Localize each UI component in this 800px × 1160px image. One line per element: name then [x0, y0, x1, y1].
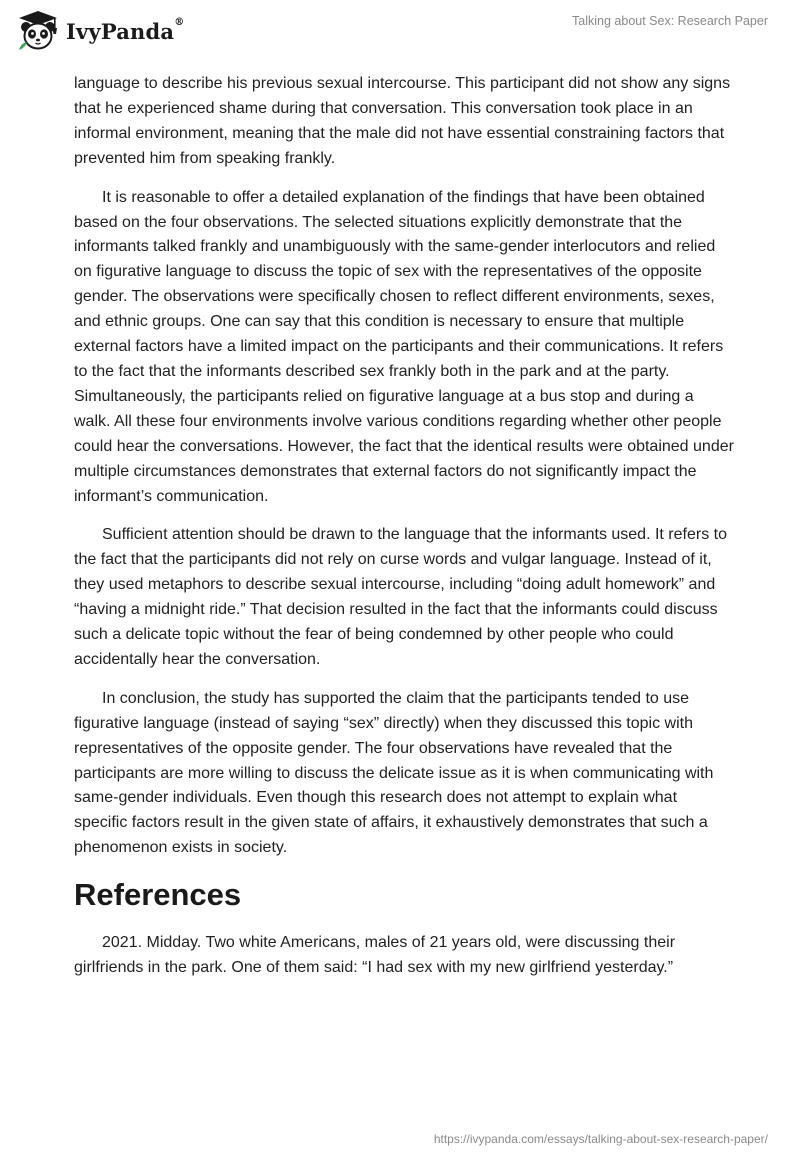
- paragraph-findings: It is reasonable to offer a detailed explanation of the findings that have been obtained based on the four observations. The selected situations explicitly demonstrate that the informants talked frankly and unambiguously with the same-gender interlocutors and relied on figurative language to discuss the topic of sex with the representatives of the opposite gender. The observations were specifically chosen to reflect different environments, sexes, and ethnic groups. One can say that this condition is necessary to ensure that multiple external factors have a limited impact on the participants and their communications. It refers to the fact that the informants described sex frankly both in the park and at the party. Simultaneously, the participants relied on figurative language at a bus stop and during a walk. All these four environments involve various conditions regarding whether other people could hear the conversations. However, the fact that the identical results were obtained under multiple circumstances demonstrates that external factors do not significantly impact the informant’s communication.: [74, 188, 734, 505]
- references-heading: References: [74, 877, 242, 913]
- essay-body: [74, 72, 734, 995]
- reference-item: 2021. Midday. Two white Americans, males of 21 years old, were discussing their girlfriends in the park. One of them said: “I had sex with my new girlfriend yesterday.”: [74, 934, 676, 977]
- logo-wordmark: IvyPanda®: [66, 16, 185, 44]
- document-title: Talking about Sex: Research Paper: [572, 14, 768, 28]
- footer-url[interactable]: https://ivypanda.com/essays/talking-about-sex-research-paper/: [433, 1132, 768, 1146]
- paragraph-language: Sufficient attention should be drawn to the language that the informants used. It refers to the fact that the participants did not rely on curse words and vulgar language. Instead of it, they used metaphors to describe sexual intercourse, including “doing adult homework” and “having a midnight ride.” That decision resulted in the fact that the informants could discuss such a delicate topic without the fear of being condemned by other people who could accidentally hear the conversation.: [74, 526, 727, 668]
- page-header: [0, 0, 800, 70]
- panda-graduate-icon: [16, 10, 60, 52]
- paragraph-conclusion: In conclusion, the study has supported the claim that the participants tended to use figurative language (instead of saying “sex” directly) when they discussed this topic with representatives of the opposite gender. The four observations have revealed that the participants are more willing to discuss the delicate issue as it is when communicating with same-gender individuals. Even though this research does not attempt to explain what specific factors result in the given state of affairs, it exhaustively demonstrates that such a phenomenon exists in society.: [74, 689, 714, 857]
- paragraph-continued: language to describe his previous sexual intercourse. This participant did not show any signs that he experienced shame during that conversation. This conversation took place in an informal environment, meaning that the male did not have essential constraining factors that prevented him from speaking frankly.: [74, 75, 731, 167]
- ivypanda-logo[interactable]: [16, 10, 184, 52]
